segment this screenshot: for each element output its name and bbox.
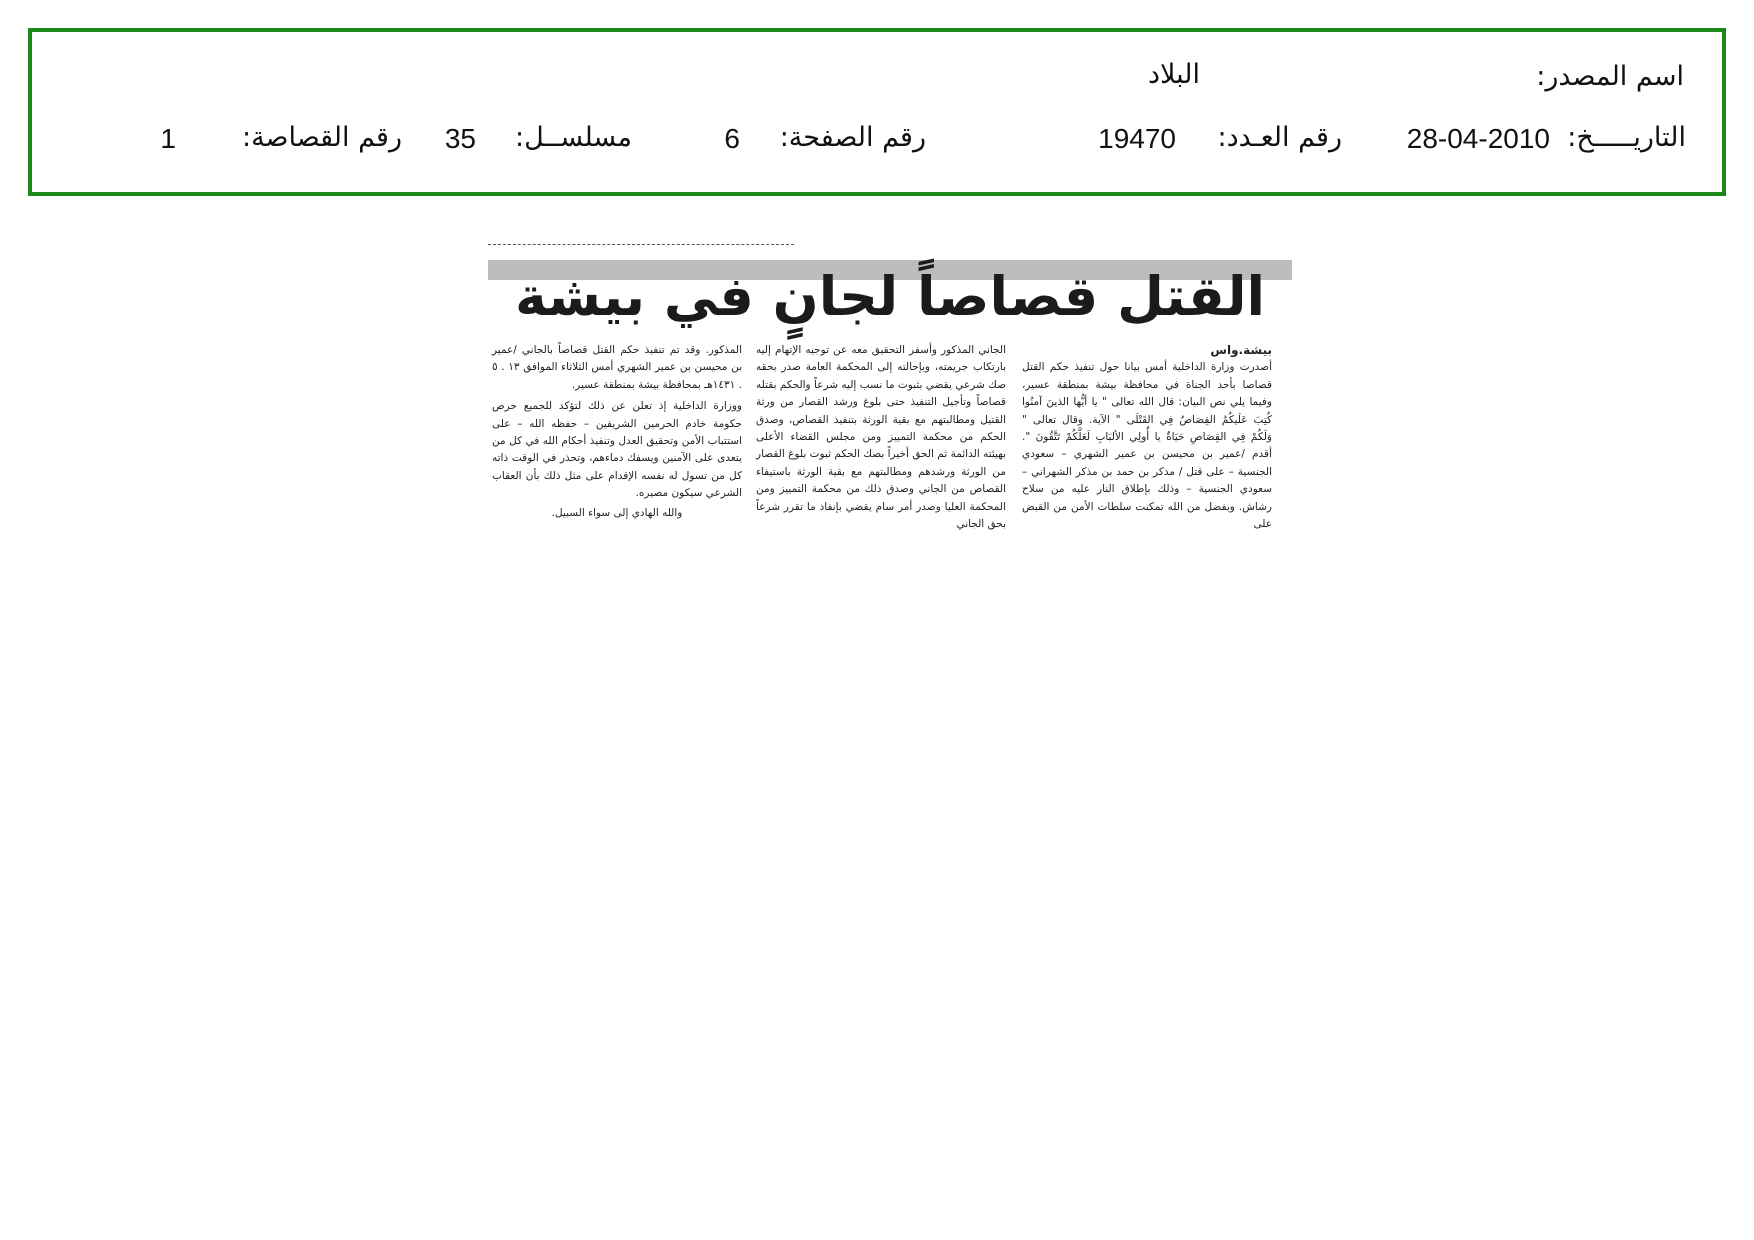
cut-line [488, 244, 794, 245]
article-column-3-text: المذكور. وقد تم تنفيذ حكم القتل قصاصاً بالجاني /عمير بن محيسن بن عمير الشهري أمس الثلاثاء الموافق ١٣ . ٥ . ١٤٣١هـ بمحافظة بيشة بمنطقة عسير. [492, 344, 742, 391]
metadata-header [28, 28, 1726, 196]
clipping-number-label: رقم القصاصة: [241, 122, 402, 153]
date-value: 28-04-2010 [1406, 123, 1550, 154]
source-value: البلاد [1147, 59, 1200, 90]
article-column-2 [756, 342, 1006, 533]
article-column-1-text: أصدرت وزارة الداخلية أمس بيانا حول تنفيذ حكم القتل قصاصا بأحد الجناة في محافظة بيشة بمنطقة عسير، وفيما يلي نص البيان: قال الله تعالى " يا أيُّها الذينَ آمنُوا كُتِبَ عَلَيكُمُ القِصَاصُ فِي القَتْلَى " الآية. وقال تعالى " وَلَكُمْ فِي القِصَاصِ حَيَاةٌ يا أُولِي الألبَابِ لَعَلَّكُمْ تَتَّقُونَ ". أقدم /عمير بن محيسن بن عمير الشهري – سعودي الجنسية – على قتل / مذكر بن حمد بن مذكر الشهراني – سعودي الجنسية – وذلك بإطلاق النار عليه من سلاح رشاش. وبفضل من الله تمكنت سلطات الأمن من القبض على [1022, 361, 1272, 531]
issue-value: 19470 [1098, 123, 1176, 154]
source-label: اسم المصدر: [1536, 61, 1684, 92]
article-column-3 [492, 342, 742, 522]
article-headline: القتل قصاصاً لجانٍ في بيشة [515, 265, 1265, 328]
article-column-1 [1022, 342, 1272, 533]
serial-label: مسلســل: [515, 122, 632, 153]
date-label: التاريـــــخ: [1567, 122, 1686, 153]
article-column-3-paragraph-2: ووزارة الداخلية إذ تعلن عن ذلك لتؤكد للجميع حرص حكومة خادم الحرمين الشريفين – حفظه الله – على استتباب الأمن وتحقيق العدل وتنفيذ أحكام الله في كل من يتعدى على الآمنين ويسفك دماءهم، وتحذر في الوقت ذاته كل من تسول له نفسه الإقدام على مثل ذلك بأن العقاب الشرعي سيكون مصيره. [492, 400, 742, 500]
article-column-2-text: الجاني المذكور وأسفر التحقيق معه عن توجيه الإتهام إليه بارتكاب جريمته، وبإحالته إلى المحكمة العامة صدر بحقه صك شرعي يقضي بثبوت ما نسب إليه شرعاً والحكم بقتله قصاصاً وتأجيل التنفيذ حتى بلوغ ورشد القصار من ورثة القتيل ومطالبتهم مع بقية الورثة بتنفيذ القصاص، وصدق الحكم من محكمة التمييز ومن مجلس القضاء الأعلى بهيئته الدائمة ثم الحق أخيراً بصك الحكم ثبوت بلوغ القصار من الورثة ورشدهم ومطالبتهم مع بقية الورثة باستيفاء القصاص من الجاني وصدق ذلك من محكمة التمييز ومن المحكمة العليا وصدر أمر سام يقضي بإنفاذ ما تقرر شرعاً بحق الجاني [756, 344, 1006, 531]
article-byline: بيشة.واس [1210, 343, 1272, 357]
page-number-value: 6 [724, 123, 740, 154]
article-body [488, 342, 1292, 534]
newspaper-clipping [488, 244, 1292, 534]
article-closing: والله الهادي إلى سواء السبيل. [551, 506, 683, 519]
issue-label: رقم العـدد: [1217, 122, 1342, 153]
clipping-number-value: 1 [160, 123, 176, 154]
serial-value: 35 [444, 123, 476, 154]
page-number-label: رقم الصفحة: [779, 122, 926, 153]
